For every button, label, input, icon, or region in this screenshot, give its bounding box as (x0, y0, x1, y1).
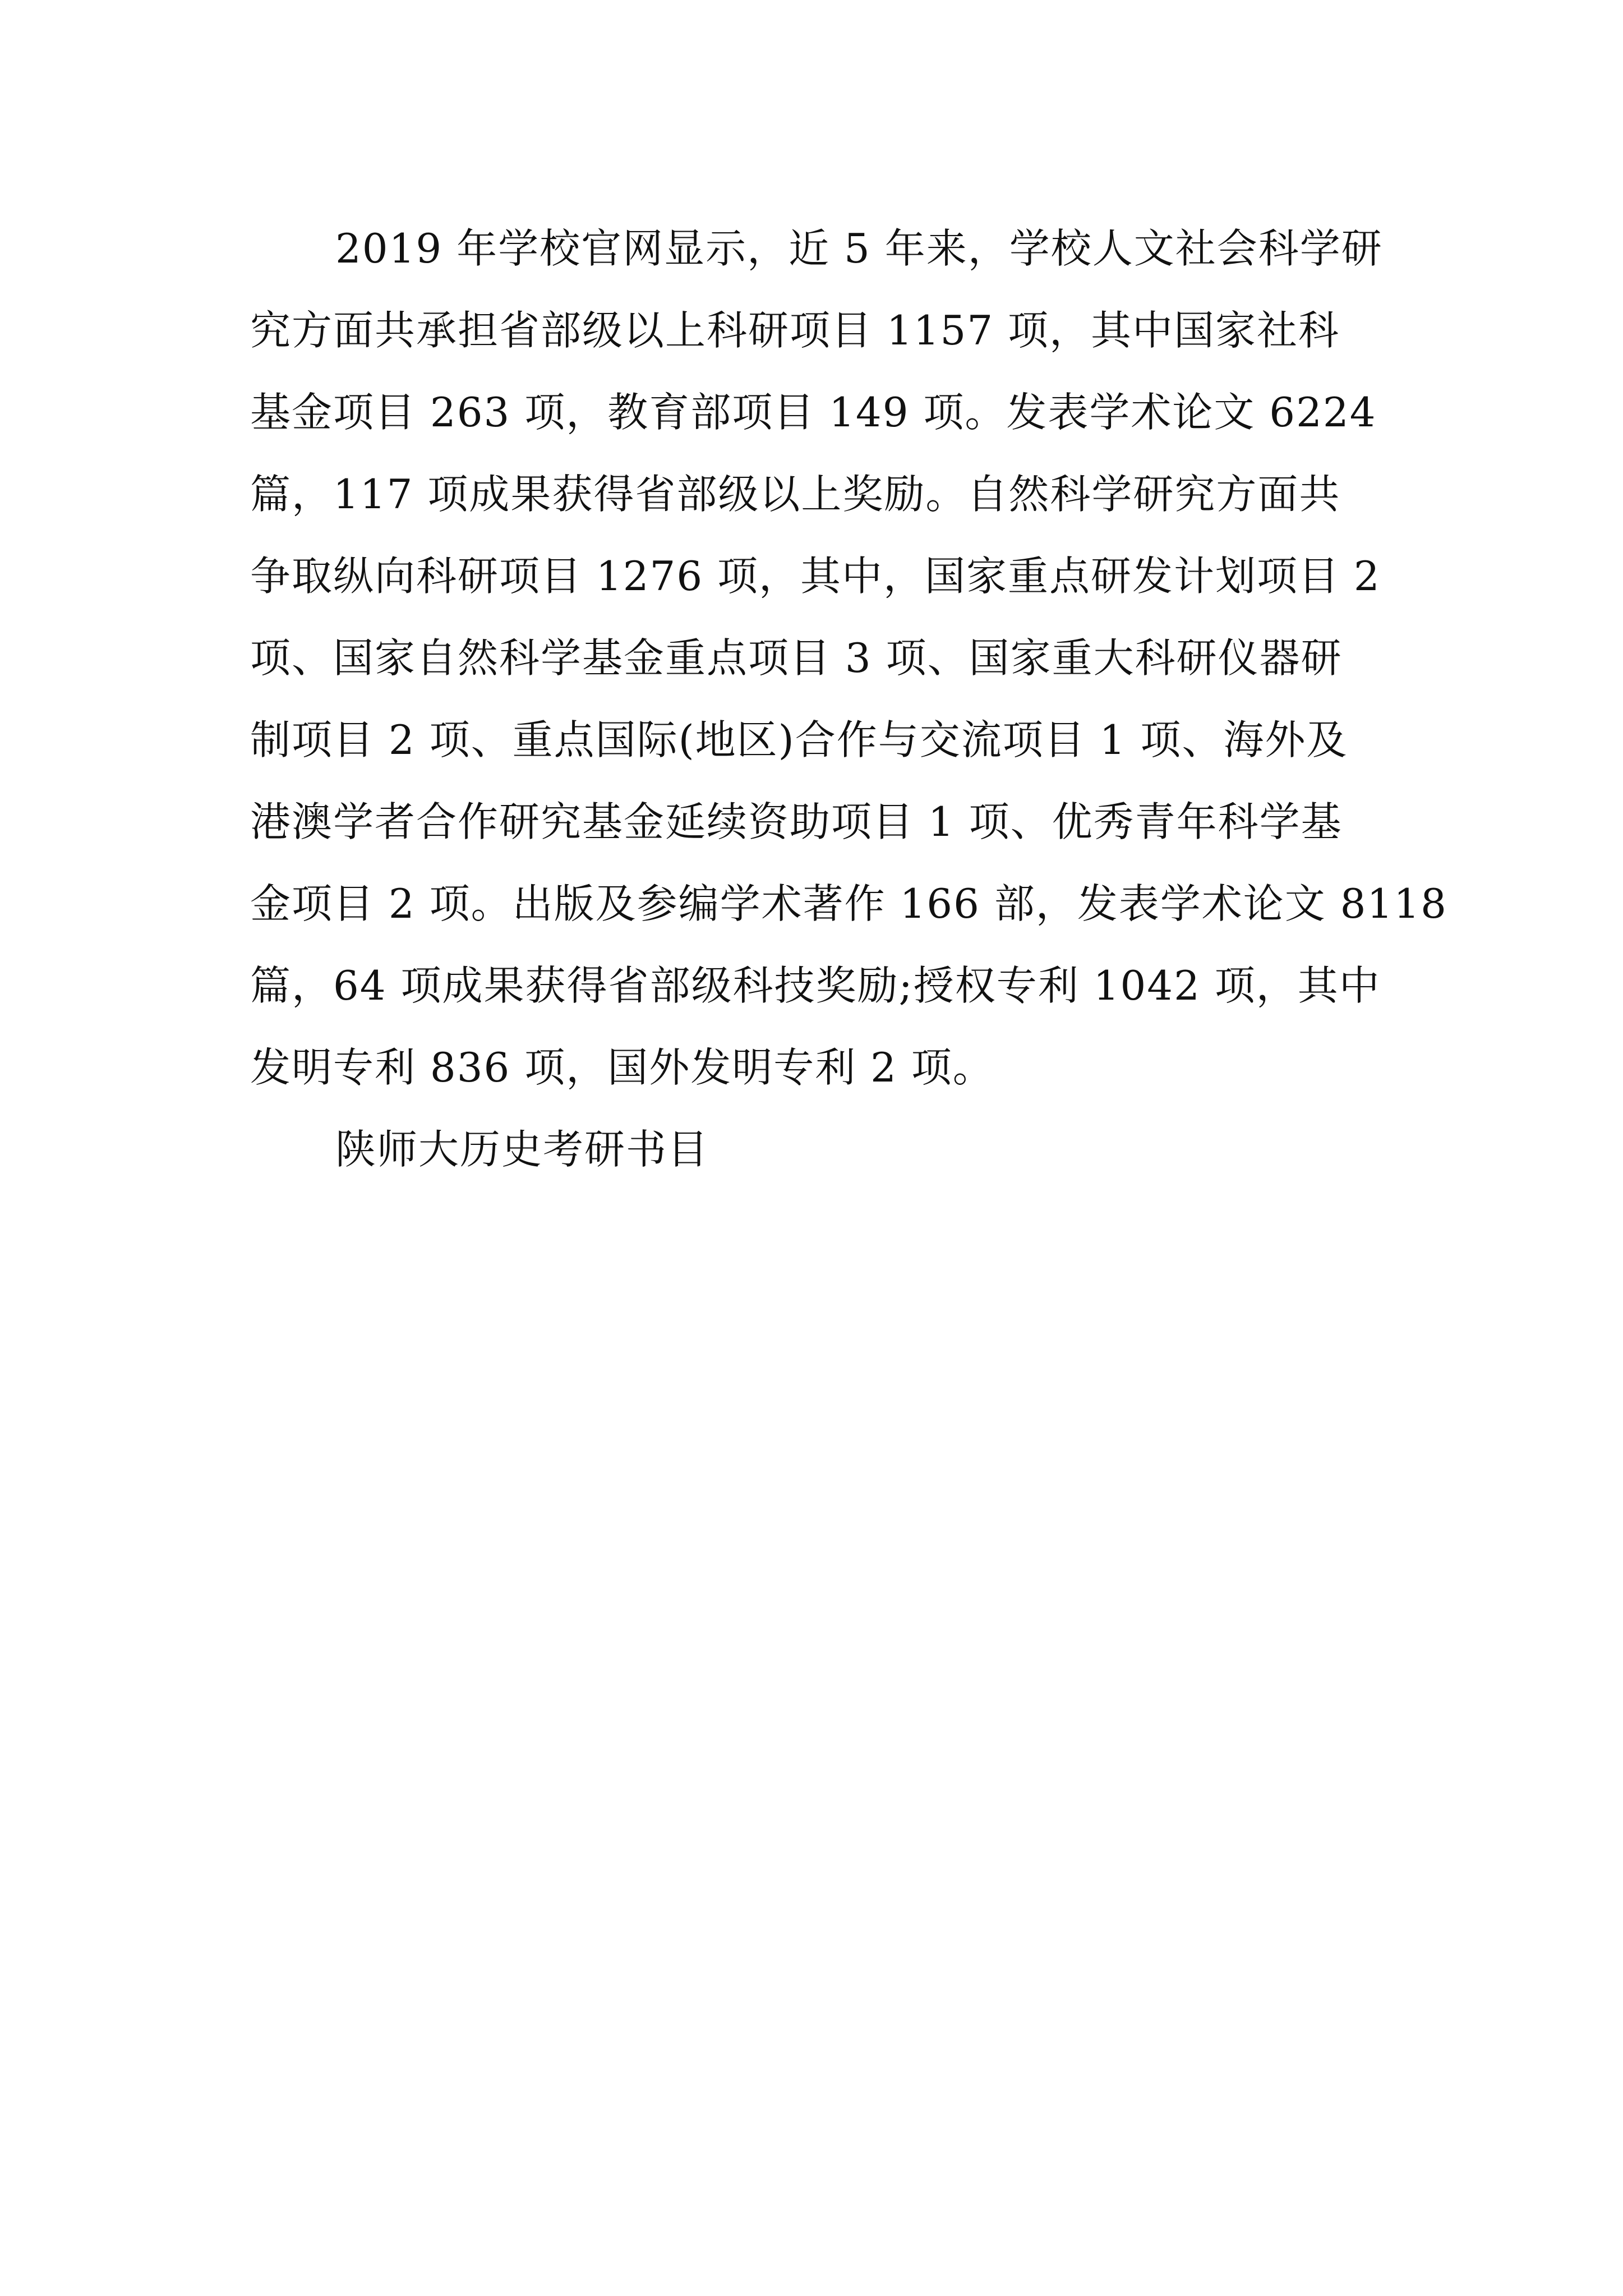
paragraph-line: 篇，64 项成果获得省部级科技奖励;授权专利 1042 项，其中 (250, 962, 1381, 1009)
paragraph-line: 究方面共承担省部级以上科研项目 1157 项，其中国家社科 (250, 307, 1340, 354)
paragraph-line: 争取纵向科研项目 1276 项，其中，国家重点研发计划项目 2 (250, 553, 1381, 600)
document-body (250, 208, 1447, 1190)
paragraph-research-summary (250, 208, 1447, 1108)
paragraph-line: 制项目 2 项、重点国际(地区)合作与交流项目 1 项、海外及 (250, 716, 1348, 763)
paragraph-book-list-heading (250, 1108, 1394, 1190)
paragraph-line: 金项目 2 项。出版及参编学术著作 166 部，发表学术论文 8118 (250, 880, 1447, 927)
book-list-heading: 陕师大历史考研书目 (335, 1126, 709, 1173)
paragraph-line: 项、国家自然科学基金重点项目 3 项、国家重大科研仪器研 (250, 634, 1343, 682)
paragraph-line: 基金项目 263 项，教育部项目 149 项。发表学术论文 6224 (250, 389, 1377, 436)
paragraph-line: 港澳学者合作研究基金延续资助项目 1 项、优秀青年科学基 (250, 798, 1343, 845)
paragraph-line: 发明专利 836 项，国外发明专利 2 项。 (250, 1044, 994, 1091)
paragraph-line: 2019 年学校官网显示，近 5 年来，学校人文社会科学研 (335, 225, 1383, 272)
paragraph-line: 篇，117 项成果获得省部级以上奖励。自然科学研究方面共 (250, 471, 1341, 518)
